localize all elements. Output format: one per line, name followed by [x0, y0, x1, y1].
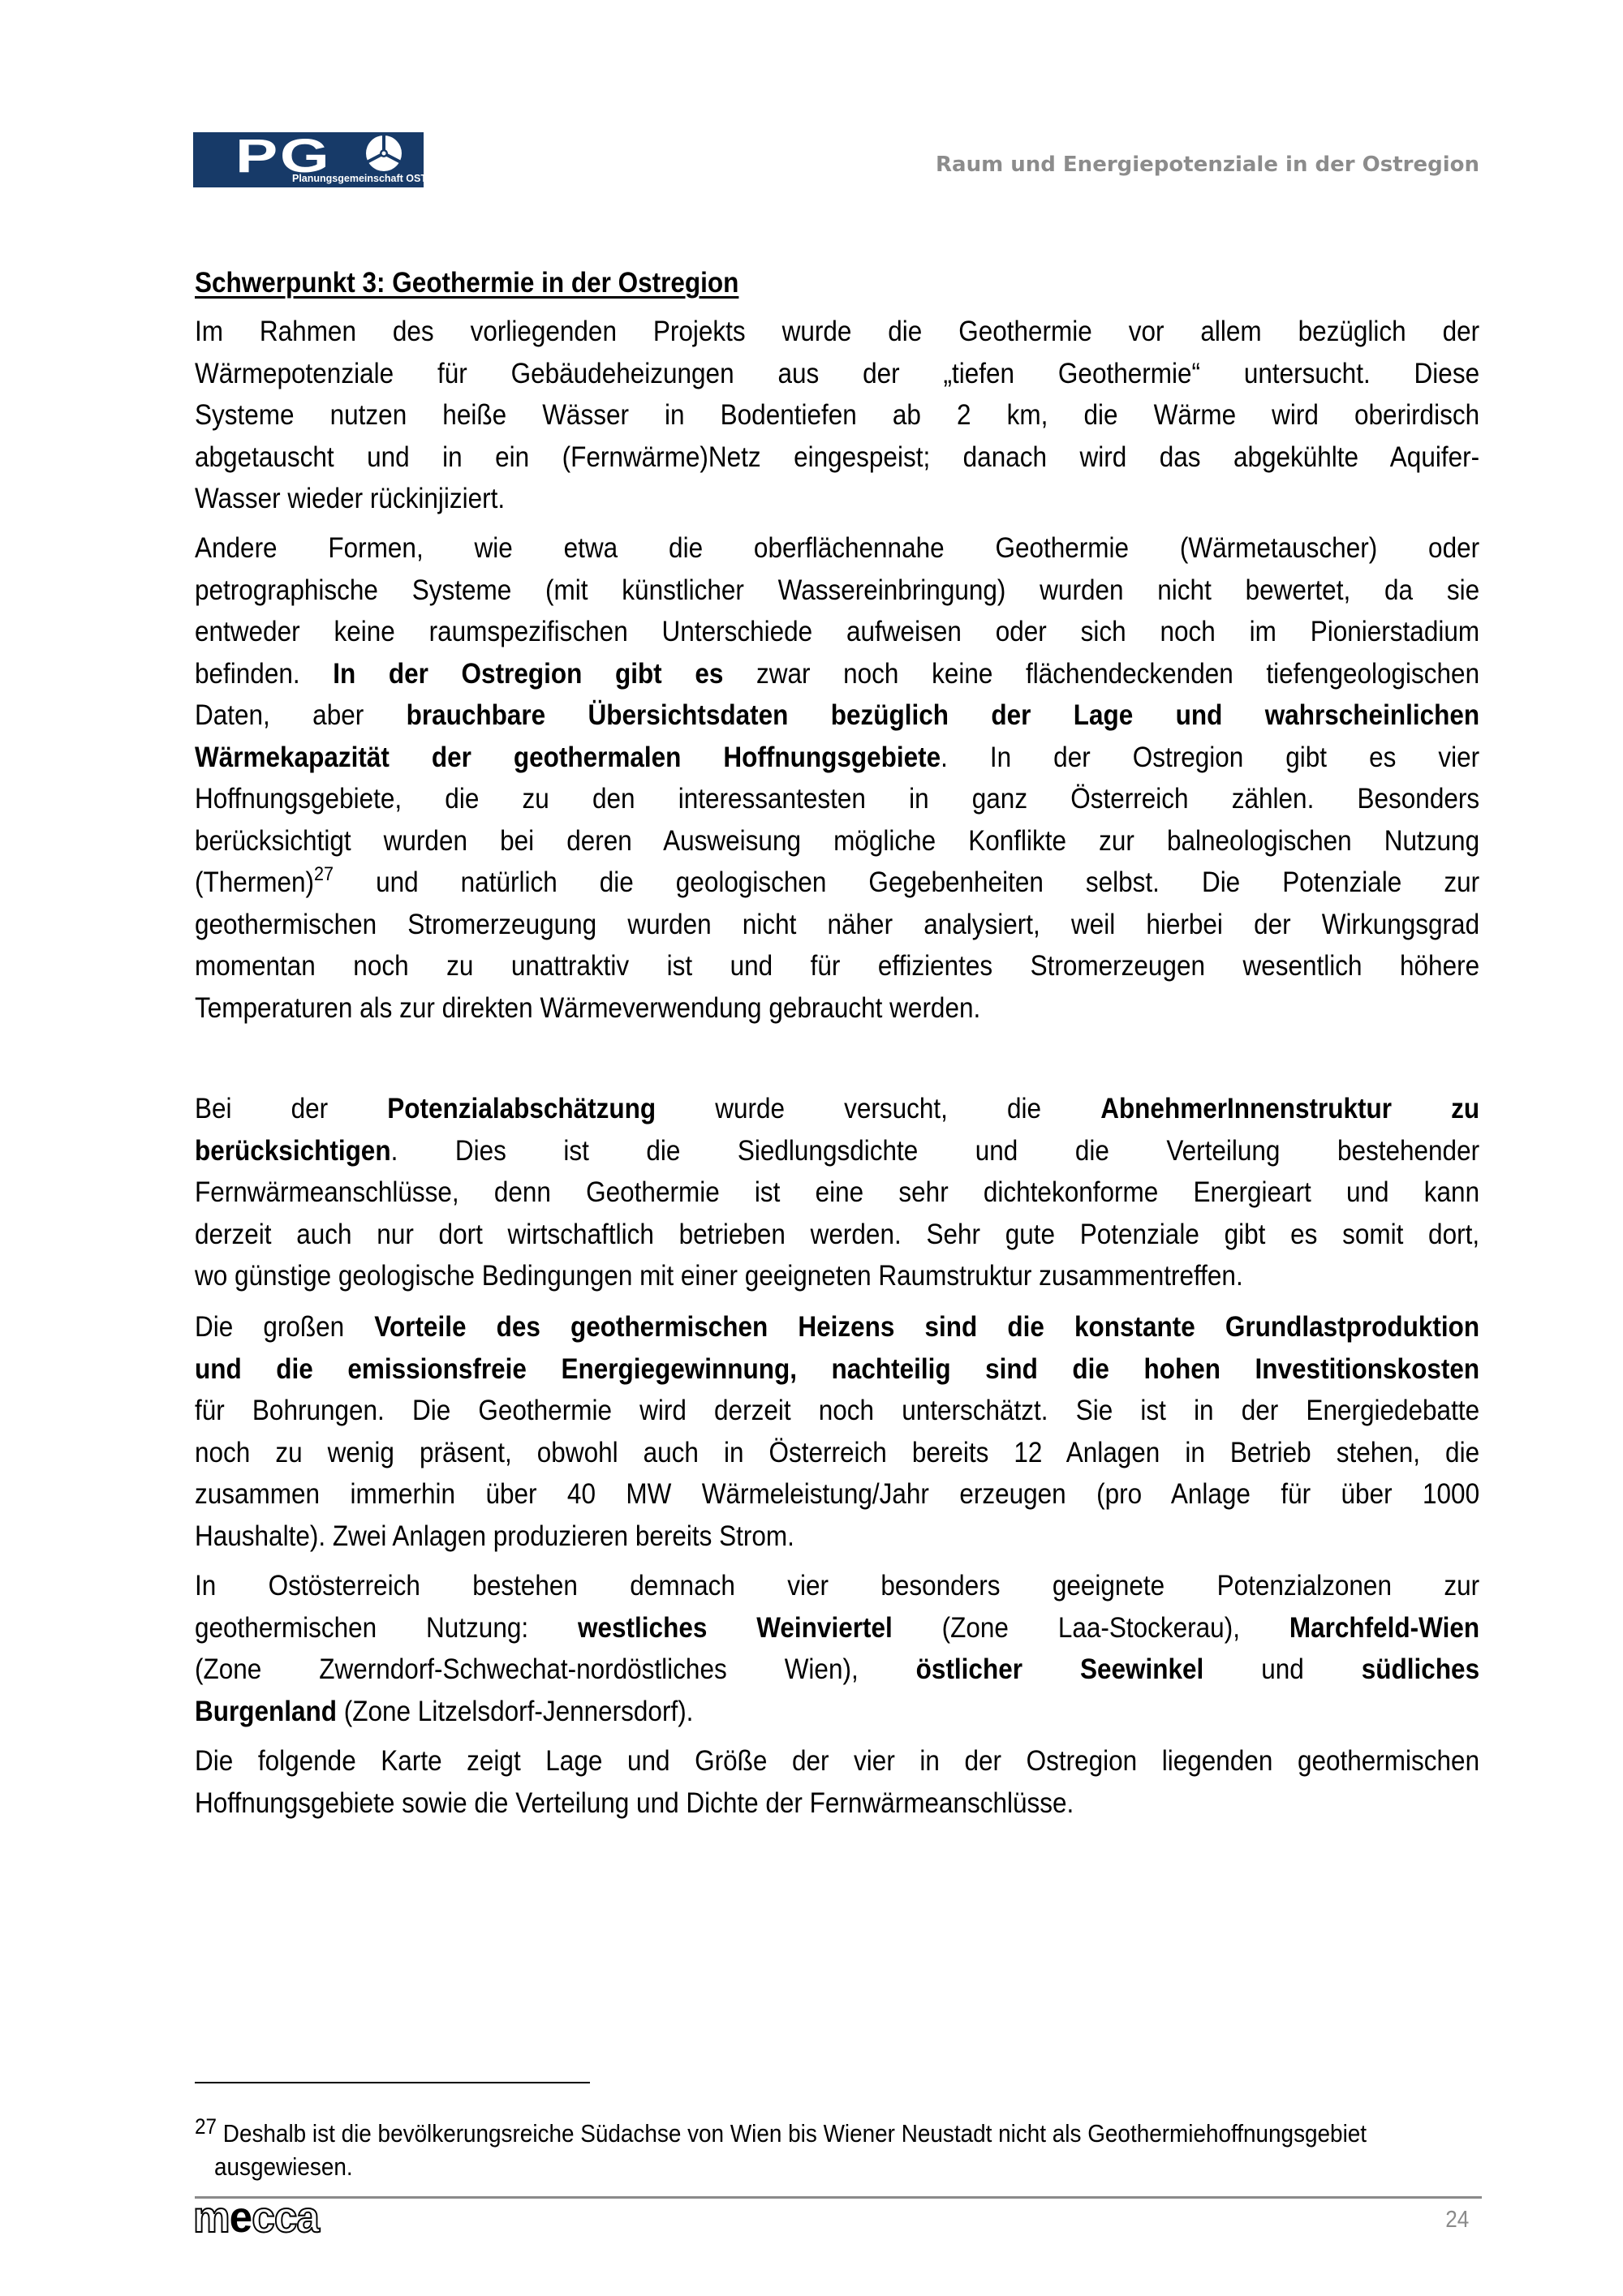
- text-run: Im Rahmen des vorliegenden Projekts wurde die Geothermie vor allem bezüglich der: [195, 316, 1480, 347]
- text-run: wurde versucht, die: [656, 1093, 1101, 1124]
- text-line: [195, 1473, 1479, 1516]
- footer-rule: [195, 2196, 1482, 2199]
- text-run: und: [1203, 1653, 1362, 1685]
- paragraph: [195, 311, 1479, 520]
- text-run: zusammen immerhin über 40 MW Wärmeleistung/Jahr erzeugen (pro Anlage für über 1000: [195, 1478, 1480, 1510]
- text-line: [195, 1255, 1479, 1297]
- text-run: zwar noch keine flächendeckenden tiefengeologischen: [723, 657, 1480, 690]
- text-line: [195, 694, 1479, 737]
- text-line: [195, 436, 1479, 479]
- footnote: [195, 2114, 1535, 2148]
- paragraph: [195, 1306, 1479, 1557]
- bold-text: brauchbare Übersichtsdaten bezüglich der Lage und wahrscheinlichen: [406, 699, 1480, 731]
- bold-text: Marchfeld-Wien: [1289, 1611, 1480, 1644]
- text-run: wo günstige geologische Bedingungen mit einer geeigneten Raumstruktur zusammentreffen.: [195, 1260, 1243, 1292]
- bold-text: berücksichtigen: [195, 1134, 391, 1167]
- text-run: befinden.: [195, 657, 334, 690]
- text-line: [195, 1390, 1479, 1432]
- text-line: [195, 353, 1479, 395]
- bold-text: AbnehmerInnenstruktur zu: [1100, 1093, 1480, 1124]
- text-run: (Zone Zwerndorf-Schwechat-nordöstliches Wien),: [195, 1653, 916, 1685]
- text-line: [195, 1348, 1479, 1391]
- bold-text: und die emissionsfreie Energiegewinnung, nachteilig sind die hohen Investitionskosten: [195, 1352, 1480, 1385]
- page-number: 24: [1444, 2207, 1469, 2233]
- text-line: [195, 570, 1479, 612]
- text-line: [195, 1088, 1479, 1130]
- text-run: (Thermen): [195, 866, 315, 898]
- paragraph: [195, 1088, 1479, 1297]
- footnote-text: Deshalb ist die bevölkerungsreiche Südachse von Wien bis Wiener Neustadt nicht als Geothermiehoffnungsgebiet: [222, 2119, 1367, 2148]
- text-line: [195, 311, 1479, 353]
- text-line: [195, 1607, 1479, 1649]
- text-run: Haushalte). Zwei Anlagen produzieren bereits Strom.: [195, 1520, 794, 1552]
- mecca-logo: [193, 2192, 319, 2242]
- footnote-number: 27: [195, 2114, 217, 2139]
- logo-letters: PG: [235, 130, 332, 183]
- text-line: [195, 987, 1479, 1030]
- bold-text: Vorteile des geothermischen Heizens sind die konstante Grundlastproduktion: [374, 1311, 1480, 1343]
- text-line: [195, 1782, 1479, 1825]
- text-run: . In der Ostregion gibt es vier: [941, 741, 1480, 773]
- text-run: (Zone Laa-Stockerau),: [892, 1611, 1289, 1644]
- text-run: für Bohrungen. Die Geothermie wird derzeit noch unterschätzt. Sie ist in der Energiedebatte: [195, 1395, 1480, 1426]
- text-run: Die folgende Karte zeigt Lage und Größe der vier in der Ostregion liegenden geothermischen: [195, 1745, 1480, 1777]
- bold-text: Wärmekapazität der geothermalen Hoffnungsgebiete: [195, 741, 941, 773]
- paragraph: [195, 1565, 1479, 1732]
- text-line: [195, 394, 1479, 436]
- footnote-separator: [195, 2082, 590, 2083]
- text-run: Daten, aber: [195, 699, 407, 731]
- bold-text: Burgenland: [195, 1695, 338, 1727]
- pgo-logo: [193, 130, 428, 187]
- paragraph: [195, 527, 1479, 1029]
- text-line: [195, 1306, 1479, 1348]
- text-run: Bei der: [195, 1093, 388, 1124]
- text-line: [195, 1172, 1479, 1214]
- text-run: Hoffnungsgebiete, die zu den interessantesten in ganz Österreich zählen. Besonders: [195, 783, 1480, 815]
- text-run: und natürlich die geologischen Gegebenheiten selbst. Die Potenziale zur: [334, 866, 1480, 898]
- text-run: Die großen: [195, 1311, 375, 1343]
- text-line: [195, 1130, 1479, 1172]
- text-line: [195, 653, 1479, 695]
- text-run: geothermischen Stromerzeugung wurden nicht näher analysiert, weil hierbei der Wirkungsgrad: [195, 908, 1480, 940]
- text-line: [195, 527, 1479, 570]
- text-run: petrographische Systeme (mit künstlicher Wassereinbringung) wurden nicht bewertet, da sie: [195, 574, 1480, 606]
- bold-text: östlicher Seewinkel: [915, 1653, 1204, 1685]
- text-line: [195, 1649, 1479, 1691]
- section-heading: Schwerpunkt 3: Geothermie in der Ostregion: [195, 267, 739, 299]
- bold-text: westliches Weinviertel: [578, 1611, 893, 1644]
- footnote-reference: 27: [314, 863, 334, 885]
- text-line: [195, 1740, 1479, 1782]
- text-run: Wärmepotenziale für Gebäudeheizungen aus der „tiefen Geothermie“ untersucht. Diese: [195, 357, 1480, 389]
- text-line: [195, 1691, 1479, 1733]
- bold-text: In der Ostregion gibt es: [333, 657, 724, 690]
- text-line: [195, 945, 1479, 987]
- text-run: geothermischen Nutzung:: [195, 1611, 579, 1644]
- paragraph: [195, 1740, 1479, 1824]
- logo-subtitle: Planungsgemeinschaft OST: [292, 173, 428, 184]
- text-run: . Dies ist die Siedlungsdichte und die Verteilung bestehender: [390, 1134, 1480, 1167]
- text-run: noch zu wenig präsent, obwohl auch in Österreich bereits 12 Anlagen in Betrieb stehen, die: [195, 1436, 1480, 1468]
- text-run: berücksichtigt wurden bei deren Ausweisung mögliche Konflikte zur balneologischen Nutzung: [195, 824, 1480, 857]
- text-run: momentan noch zu unattraktiv ist und für effizientes Stromerzeugen wesentlich höhere: [195, 950, 1480, 982]
- text-line: [195, 1214, 1479, 1256]
- text-line: [195, 820, 1479, 862]
- text-run: Temperaturen als zur direkten Wärmeverwendung gebraucht werden.: [195, 991, 981, 1024]
- text-line: [195, 1432, 1479, 1474]
- text-line: [195, 1565, 1479, 1607]
- logo-part: cca: [252, 2193, 320, 2242]
- text-line: [195, 478, 1479, 520]
- text-line: [195, 778, 1479, 820]
- text-run: Andere Formen, wie etwa die oberflächennahe Geothermie (Wärmetauscher) oder: [195, 532, 1480, 564]
- text-line: [195, 862, 1479, 904]
- text-line: [195, 737, 1479, 779]
- text-line: [195, 611, 1479, 653]
- text-line: [195, 904, 1479, 946]
- text-line: [195, 1516, 1479, 1558]
- text-run: entweder keine raumspezifischen Unterschiede aufweisen oder sich noch im Pionierstadium: [195, 616, 1480, 647]
- logo-part: m: [193, 2193, 230, 2242]
- text-run: abgetauscht und in ein (Fernwärme)Netz eingespeist; danach wird das abgekühlte Aquifer-: [195, 441, 1480, 473]
- logo-part: e: [229, 2193, 252, 2242]
- text-run: (Zone Litzelsdorf-Jennersdorf).: [337, 1695, 694, 1727]
- text-run: Hoffnungsgebiete sowie die Verteilung und Dichte der Fernwärmeanschlüsse.: [195, 1786, 1074, 1819]
- footnote-text-continued: ausgewiesen.: [214, 2152, 353, 2181]
- text-run: Systeme nutzen heiße Wässer in Bodentiefen ab 2 km, die Wärme wird oberirdisch: [195, 399, 1480, 431]
- text-run: Fernwärmeanschlüsse, denn Geothermie ist eine sehr dichtekonforme Energieart und kann: [195, 1176, 1480, 1208]
- running-title: Raum und Energiepotenziale in der Ostregion: [936, 153, 1479, 177]
- text-run: In Ostösterreich bestehen demnach vier besonders geeignete Potenzialzonen zur: [195, 1570, 1480, 1602]
- bold-text: Potenzialabschätzung: [387, 1093, 657, 1124]
- text-run: derzeit auch nur dort wirtschaftlich betrieben werden. Sehr gute Potenziale gibt es somit dort,: [195, 1218, 1480, 1250]
- logo-wheel-icon: [359, 135, 408, 172]
- bold-text: südliches: [1361, 1653, 1480, 1685]
- text-run: Wasser wieder rückinjiziert.: [195, 483, 506, 514]
